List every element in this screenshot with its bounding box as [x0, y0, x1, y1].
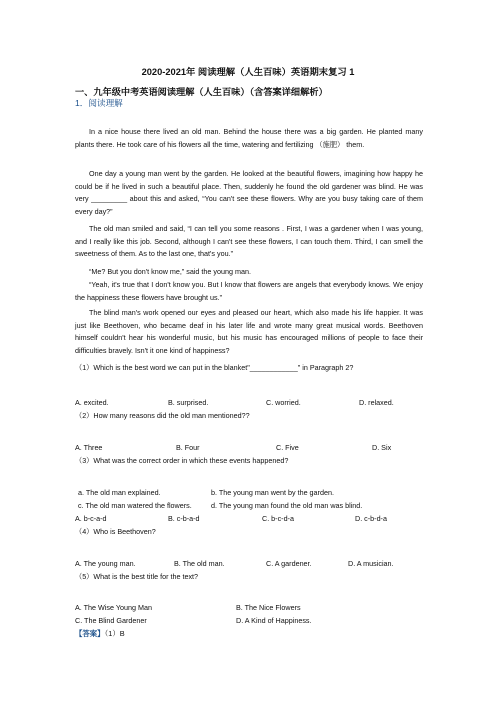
q3-event-b: b. The young man went by the garden.	[211, 488, 334, 497]
question-1-text: （1）Which is the best word we can put in the blanket"____________" in Paragraph 2?	[75, 363, 354, 372]
q3-option-c: C. b-c-d-a	[262, 514, 294, 523]
answer-line	[75, 628, 125, 639]
q4-option-a: A. The young man.	[75, 559, 136, 568]
q1-option-b: B. surprised.	[168, 398, 209, 407]
q4-option-c: C. A gardener.	[266, 559, 312, 568]
passage-paragraph-1: In a nice house there lived an old man. Behind the house there was a big garden. He planted many plants there. He took care of his flowers all the time, watering and fertilizing （施肥） them.	[75, 127, 423, 149]
q4-option-d: D. A musician.	[348, 559, 394, 568]
passage-paragraph-3: The old man smiled and said, “I can tell you some reasons . First, I was a gardener when I was young, and I really like this job. Second, although I can't see these flowers, I can touch them. Third, I can smell the sweetness of them. As to the last one, that's you.”	[75, 224, 423, 259]
q3-option-a: A. b-c-a-d	[75, 514, 107, 523]
q3-option-b: B. c-b-a-d	[168, 514, 200, 523]
q3-event-d: d. The young man found the old man was blind.	[211, 501, 363, 510]
q2-option-c: C. Five	[276, 443, 299, 452]
q1-option-a: A. excited.	[75, 398, 109, 407]
q3-event-a: a. The old man explained.	[78, 488, 161, 497]
question-2-text: （2）How many reasons did the old man mentioned??	[75, 411, 250, 420]
q3-option-d: D. c-b-d-a	[355, 514, 387, 523]
answer-tag: 【答案】	[75, 629, 105, 638]
passage-paragraph-2: One day a young man went by the garden. He looked at the beautiful flowers, imagining how happy he could be if he lived in such a beautiful place. Then, suddenly he found the old gardener was blind. He was very _________ about this and asked, “You can't see these flowers. Why are you busy taking care of them every day?”	[75, 169, 423, 216]
passage-paragraph-4: “Me? But you don't know me,” said the young man.	[89, 267, 251, 276]
q5-option-b: B. The Nice Flowers	[236, 603, 301, 612]
q5-option-a: A. The Wise Young Man	[75, 603, 152, 612]
section-heading: 一、九年级中考英语阅读理解（人生百味）（含答案详细解析）	[75, 87, 328, 97]
passage-paragraph-6: The blind man's work opened our eyes and pleased our heart, which also made his life happier. It was just like Beethoven, who became deaf in his later life and wrote many great musical words. Beethoven himself couldn't hear his wonderful music, but his music has encouraged millions of people to face their difficulties bravely. Isn't it one kind of happiness?	[75, 308, 423, 355]
question-heading	[75, 97, 123, 109]
q5-option-c: C. The Blind Gardener	[75, 616, 147, 625]
q2-option-d: D. Six	[372, 443, 392, 452]
q4-option-b: B. The old man.	[174, 559, 225, 568]
q3-event-c: c. The old man watered the flowers.	[78, 501, 192, 510]
q1-option-c: C. worried.	[266, 398, 301, 407]
answer-text: （1）B	[104, 629, 125, 638]
q1-option-d: D. relaxed.	[359, 398, 394, 407]
q2-option-b: B. Four	[176, 443, 200, 452]
q2-option-a: A. Three	[75, 443, 103, 452]
question-4-text: （4）Who is Beethoven?	[75, 527, 156, 536]
passage-paragraph-5: “Yeah, it's true that I don't know you. But I know that flowers are angels that everybody knows. We enjoy the happiness these flowers have brought us.”	[75, 280, 423, 302]
question-number: 1．	[75, 98, 89, 108]
question-label: 阅读理解	[88, 98, 123, 108]
question-3-text: （3）What was the correct order in which these events happened?	[75, 456, 289, 465]
question-5-text: （5）What is the best title for the text?	[75, 572, 199, 581]
document-title: 2020-2021年 阅读理解（人生百味）英语期末复习 1	[141, 67, 355, 77]
q5-option-d: D. A Kind of Happiness.	[236, 616, 312, 625]
